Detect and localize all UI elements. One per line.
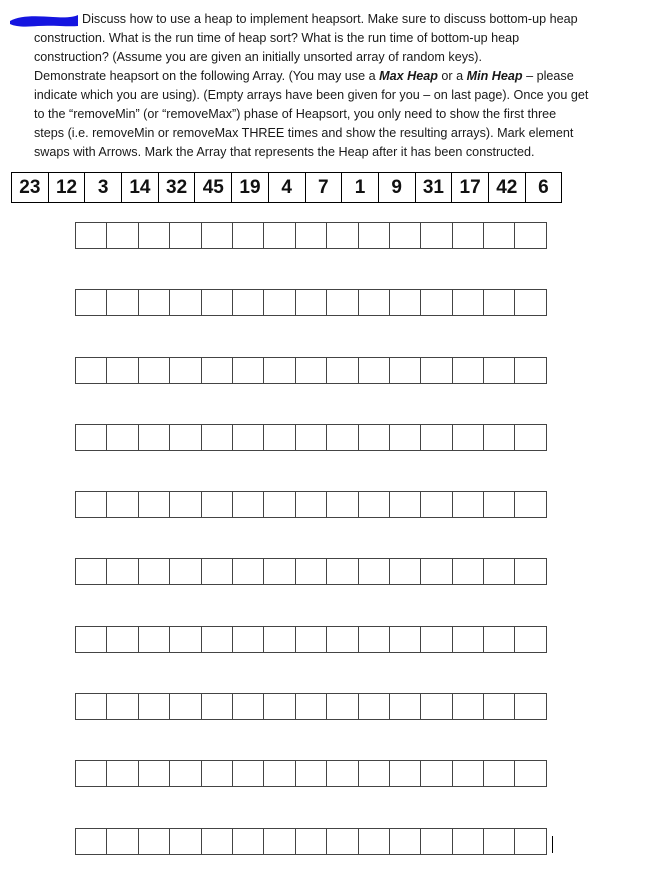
empty-array-cell[interactable]	[202, 223, 233, 248]
empty-array-cell[interactable]	[264, 761, 295, 786]
empty-array-cell[interactable]	[170, 627, 201, 652]
empty-array-cell[interactable]	[484, 425, 515, 450]
empty-array-cell[interactable]	[202, 761, 233, 786]
empty-array-cell[interactable]	[233, 492, 264, 517]
empty-array-cell[interactable]	[359, 627, 390, 652]
empty-array-cell[interactable]	[421, 694, 452, 719]
array-cell: 4	[269, 173, 306, 202]
empty-array-cell[interactable]	[233, 829, 264, 854]
text-cursor	[552, 836, 553, 853]
empty-array-cell[interactable]	[327, 223, 358, 248]
empty-array-cell[interactable]	[421, 223, 452, 248]
empty-array-cell[interactable]	[233, 627, 264, 652]
empty-array-cell[interactable]	[453, 829, 484, 854]
empty-array-cell[interactable]	[139, 694, 170, 719]
empty-array-cell[interactable]	[421, 358, 452, 383]
empty-array-cell[interactable]	[264, 223, 295, 248]
array-cell: 17	[452, 173, 489, 202]
empty-array-cell[interactable]	[107, 761, 138, 786]
empty-array-cell[interactable]	[233, 694, 264, 719]
empty-array-cell[interactable]	[202, 829, 233, 854]
empty-array-cell[interactable]	[264, 559, 295, 584]
empty-array-cell[interactable]	[202, 358, 233, 383]
empty-array-cell[interactable]	[76, 290, 107, 315]
empty-array-cell[interactable]	[515, 492, 546, 517]
array-cell: 45	[195, 173, 232, 202]
empty-array-cell[interactable]	[170, 559, 201, 584]
array-cell: 6	[526, 173, 563, 202]
empty-array-cell[interactable]	[390, 290, 421, 315]
empty-array-cell[interactable]	[296, 761, 327, 786]
empty-array-cell[interactable]	[515, 290, 546, 315]
empty-array-cell[interactable]	[233, 761, 264, 786]
empty-array-cell[interactable]	[170, 358, 201, 383]
empty-array-cell[interactable]	[359, 694, 390, 719]
empty-array-cell[interactable]	[139, 358, 170, 383]
empty-array-row	[75, 693, 547, 720]
empty-array-cell[interactable]	[453, 694, 484, 719]
empty-array-cell[interactable]	[296, 492, 327, 517]
empty-array-cell[interactable]	[453, 290, 484, 315]
empty-array-cell[interactable]	[264, 290, 295, 315]
empty-array-cell[interactable]	[515, 425, 546, 450]
empty-array-cell[interactable]	[139, 492, 170, 517]
empty-array-cell[interactable]	[170, 223, 201, 248]
empty-array-cell[interactable]	[421, 492, 452, 517]
empty-array-cell[interactable]	[327, 761, 358, 786]
empty-array-cell[interactable]	[453, 223, 484, 248]
question-text	[34, 10, 634, 162]
array-cell: 19	[232, 173, 269, 202]
empty-array-cell[interactable]	[390, 761, 421, 786]
question-line-3: construction? (Assume you are given an initially unsorted array of random keys).	[34, 50, 482, 64]
empty-array-cell[interactable]	[515, 694, 546, 719]
empty-array-cell[interactable]	[359, 425, 390, 450]
array-cell: 3	[85, 173, 122, 202]
empty-array-cell[interactable]	[296, 425, 327, 450]
empty-array-cell[interactable]	[453, 358, 484, 383]
empty-array-cell[interactable]	[233, 559, 264, 584]
array-cell: 23	[12, 173, 49, 202]
empty-array-cell[interactable]	[359, 358, 390, 383]
empty-array-cell[interactable]	[296, 290, 327, 315]
empty-array-row	[75, 357, 547, 384]
empty-array-cell[interactable]	[233, 425, 264, 450]
empty-array-cell[interactable]	[139, 761, 170, 786]
empty-array-cell[interactable]	[296, 627, 327, 652]
empty-array-cell[interactable]	[421, 761, 452, 786]
array-cell: 32	[159, 173, 196, 202]
empty-array-cell[interactable]	[421, 425, 452, 450]
empty-array-cell[interactable]	[484, 358, 515, 383]
empty-array-row	[75, 828, 547, 855]
empty-array-cell[interactable]	[359, 492, 390, 517]
initial-array	[11, 172, 562, 203]
array-cell: 14	[122, 173, 159, 202]
empty-array-cell[interactable]	[327, 694, 358, 719]
empty-array-cell[interactable]	[327, 425, 358, 450]
empty-array-cell[interactable]	[139, 223, 170, 248]
question-line-1: Discuss how to use a heap to implement heapsort. Make sure to discuss bottom-up heap	[82, 12, 578, 26]
empty-array-cell[interactable]	[390, 492, 421, 517]
empty-array-cell[interactable]	[264, 829, 295, 854]
empty-array-cell[interactable]	[296, 559, 327, 584]
empty-array-cell[interactable]	[76, 492, 107, 517]
empty-array-cell[interactable]	[233, 290, 264, 315]
empty-array-cell[interactable]	[76, 425, 107, 450]
empty-array-cell[interactable]	[421, 290, 452, 315]
empty-array-cell[interactable]	[296, 223, 327, 248]
empty-array-cell[interactable]	[76, 761, 107, 786]
empty-array-cell[interactable]	[359, 559, 390, 584]
empty-array-cell[interactable]	[390, 559, 421, 584]
empty-array-cell[interactable]	[484, 290, 515, 315]
empty-array-cell[interactable]	[264, 694, 295, 719]
empty-array-cell[interactable]	[76, 223, 107, 248]
empty-array-cell[interactable]	[484, 627, 515, 652]
empty-array-cell[interactable]	[296, 694, 327, 719]
empty-array-cell[interactable]	[296, 358, 327, 383]
empty-array-cell[interactable]	[107, 829, 138, 854]
question-line-8: swaps with Arrows. Mark the Array that represents the Heap after it has been constructed.	[34, 145, 535, 159]
empty-array-cell[interactable]	[390, 829, 421, 854]
empty-array-cell[interactable]	[515, 761, 546, 786]
empty-array-cell[interactable]	[359, 290, 390, 315]
empty-array-cell[interactable]	[327, 290, 358, 315]
empty-array-cell[interactable]	[327, 358, 358, 383]
empty-array-cell[interactable]	[484, 829, 515, 854]
empty-array-cell[interactable]	[264, 358, 295, 383]
empty-array-cell[interactable]	[327, 829, 358, 854]
empty-array-cell[interactable]	[453, 559, 484, 584]
empty-array-cell[interactable]	[515, 559, 546, 584]
question-line-6: to the “removeMin” (or “removeMax”) phase of Heapsort, you only need to show the first three	[34, 107, 557, 121]
empty-array-row	[75, 491, 547, 518]
empty-array-row	[75, 424, 547, 451]
empty-array-cell[interactable]	[76, 694, 107, 719]
empty-array-cell[interactable]	[453, 761, 484, 786]
empty-array-cell[interactable]	[515, 358, 546, 383]
empty-array-cell[interactable]	[139, 559, 170, 584]
empty-array-cell[interactable]	[484, 492, 515, 517]
empty-array-cell[interactable]	[515, 829, 546, 854]
empty-array-cell[interactable]	[515, 627, 546, 652]
empty-array-cell[interactable]	[170, 425, 201, 450]
empty-array-cell[interactable]	[390, 627, 421, 652]
empty-array-cell[interactable]	[139, 627, 170, 652]
empty-array-row	[75, 558, 547, 585]
empty-array-cell[interactable]	[170, 492, 201, 517]
array-cell: 1	[342, 173, 379, 202]
empty-array-cell[interactable]	[107, 425, 138, 450]
empty-array-cell[interactable]	[170, 829, 201, 854]
question-line-7: steps (i.e. removeMin or removeMax THREE times and show the resulting arrays). Mark element	[34, 126, 574, 140]
array-cell: 31	[416, 173, 453, 202]
empty-array-cell[interactable]	[484, 694, 515, 719]
empty-array-cell[interactable]	[107, 492, 138, 517]
empty-array-cell[interactable]	[421, 559, 452, 584]
empty-array-cell[interactable]	[202, 694, 233, 719]
empty-array-row	[75, 760, 547, 787]
empty-array-cell[interactable]	[202, 290, 233, 315]
empty-array-cell[interactable]	[484, 761, 515, 786]
empty-array-cell[interactable]	[170, 290, 201, 315]
empty-array-cell[interactable]	[453, 425, 484, 450]
empty-array-cell[interactable]	[264, 627, 295, 652]
empty-array-cell[interactable]	[359, 761, 390, 786]
empty-array-cell[interactable]	[484, 223, 515, 248]
empty-array-cell[interactable]	[421, 829, 452, 854]
empty-array-cell[interactable]	[76, 829, 107, 854]
empty-array-cell[interactable]	[76, 627, 107, 652]
empty-array-cell[interactable]	[327, 627, 358, 652]
question-line-4-text-b: or a	[437, 69, 467, 83]
empty-array-cell[interactable]	[170, 761, 201, 786]
min-heap-term: Min Heap	[466, 69, 523, 83]
empty-array-cell[interactable]	[359, 223, 390, 248]
empty-array-cell[interactable]	[264, 425, 295, 450]
empty-array-cell[interactable]	[76, 559, 107, 584]
empty-array-cell[interactable]	[202, 627, 233, 652]
question-line-2: construction. What is the run time of heap sort? What is the run time of bottom-up heap	[34, 31, 520, 45]
question-line-4-text-c: – please	[522, 69, 574, 83]
empty-array-cell[interactable]	[453, 627, 484, 652]
empty-array-cell[interactable]	[107, 627, 138, 652]
empty-array-cell[interactable]	[327, 492, 358, 517]
array-cell: 7	[306, 173, 343, 202]
empty-array-cell[interactable]	[327, 559, 358, 584]
question-line-5: indicate which you are using). (Empty arrays have been given for you – on last page). Once you get	[34, 88, 589, 102]
empty-array-cell[interactable]	[139, 290, 170, 315]
empty-array-cell[interactable]	[421, 627, 452, 652]
array-cell: 12	[49, 173, 86, 202]
empty-array-cell[interactable]	[107, 358, 138, 383]
empty-array-cell[interactable]	[202, 425, 233, 450]
empty-array-cell[interactable]	[390, 358, 421, 383]
empty-array-row	[75, 626, 547, 653]
empty-array-cell[interactable]	[107, 290, 138, 315]
empty-array-cell[interactable]	[139, 425, 170, 450]
question-line-4-text-a: Demonstrate heapsort on the following Array. (You may use a	[34, 69, 380, 83]
empty-array-cell[interactable]	[296, 829, 327, 854]
empty-arrays	[75, 222, 547, 895]
empty-array-cell[interactable]	[202, 492, 233, 517]
empty-array-row	[75, 222, 547, 249]
array-cell: 9	[379, 173, 416, 202]
question-line-4	[34, 67, 634, 86]
empty-array-cell[interactable]	[390, 223, 421, 248]
empty-array-cell[interactable]	[76, 358, 107, 383]
empty-array-cell[interactable]	[233, 358, 264, 383]
empty-array-cell[interactable]	[107, 223, 138, 248]
empty-array-cell[interactable]	[202, 559, 233, 584]
empty-array-cell[interactable]	[233, 223, 264, 248]
empty-array-cell[interactable]	[107, 559, 138, 584]
max-heap-term: Max Heap	[379, 69, 438, 83]
empty-array-cell[interactable]	[390, 694, 421, 719]
empty-array-row	[75, 289, 547, 316]
empty-array-cell[interactable]	[484, 559, 515, 584]
empty-array-cell[interactable]	[107, 694, 138, 719]
empty-array-cell[interactable]	[390, 425, 421, 450]
empty-array-cell[interactable]	[359, 829, 390, 854]
empty-array-cell[interactable]	[453, 492, 484, 517]
empty-array-cell[interactable]	[264, 492, 295, 517]
empty-array-cell[interactable]	[515, 223, 546, 248]
empty-array-cell[interactable]	[170, 694, 201, 719]
array-cell: 42	[489, 173, 526, 202]
empty-array-cell[interactable]	[139, 829, 170, 854]
